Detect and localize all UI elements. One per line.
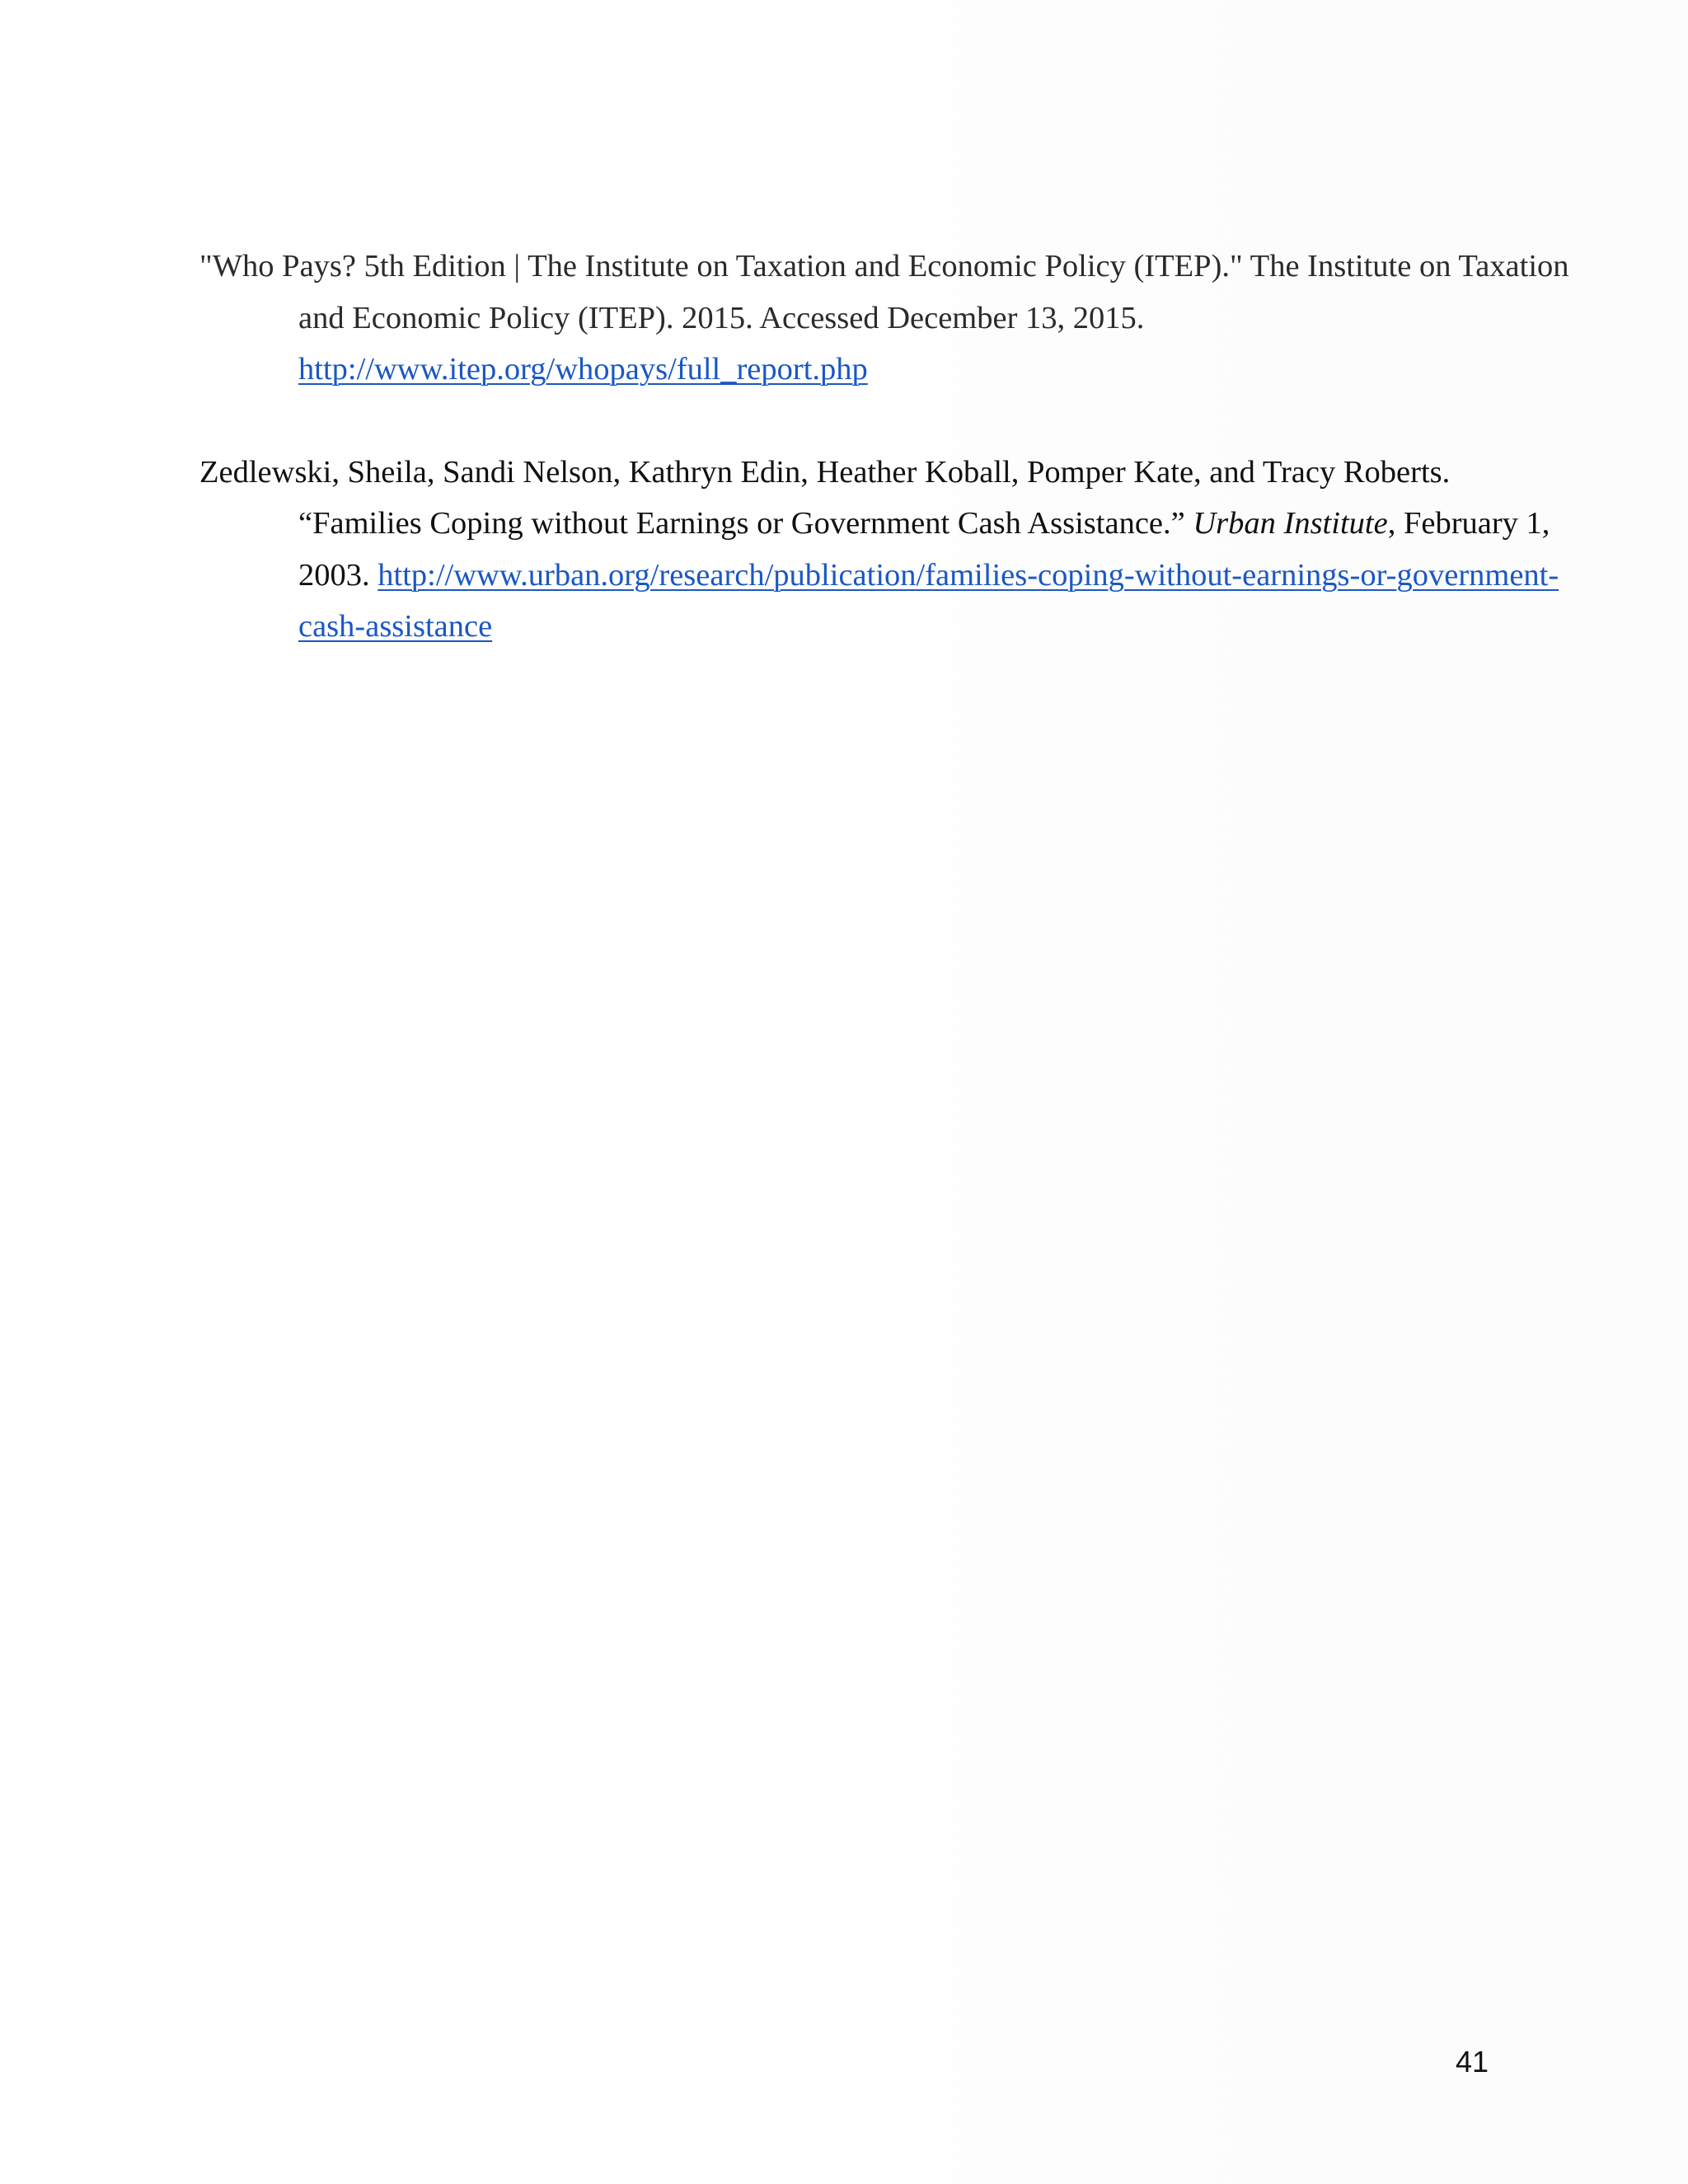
reference-journal: Urban Institute xyxy=(1193,506,1388,541)
reference-link-itep[interactable]: http://www.itep.org/whopays/full_report.php xyxy=(298,352,868,387)
page-number: 41 xyxy=(1455,2045,1489,2079)
reference-text: Zedlewski, Sheila, Sandi Nelson, Kathryn Edin, Heather Koball, Pomper Kate, and Tracy Roberts. “Families Coping without Earnings or Government Cash Assistance.” xyxy=(199,454,1451,541)
reference-entry-zedlewski xyxy=(199,447,1580,653)
references-list xyxy=(199,241,1569,653)
reference-date: , February 1, 2003. xyxy=(298,506,1550,593)
reference-entry-itep xyxy=(199,241,1580,396)
reference-text: "Who Pays? 5th Edition | The Institute on Taxation and Economic Policy (ITEP)." The Institute on Taxation and Economic Policy (ITEP). 2015. Accessed December 13, 2015. xyxy=(199,249,1569,335)
reference-link-urban[interactable]: http://www.urban.org/research/publication/families-coping-without-earnings-or-government-cash-assistance xyxy=(298,557,1559,644)
